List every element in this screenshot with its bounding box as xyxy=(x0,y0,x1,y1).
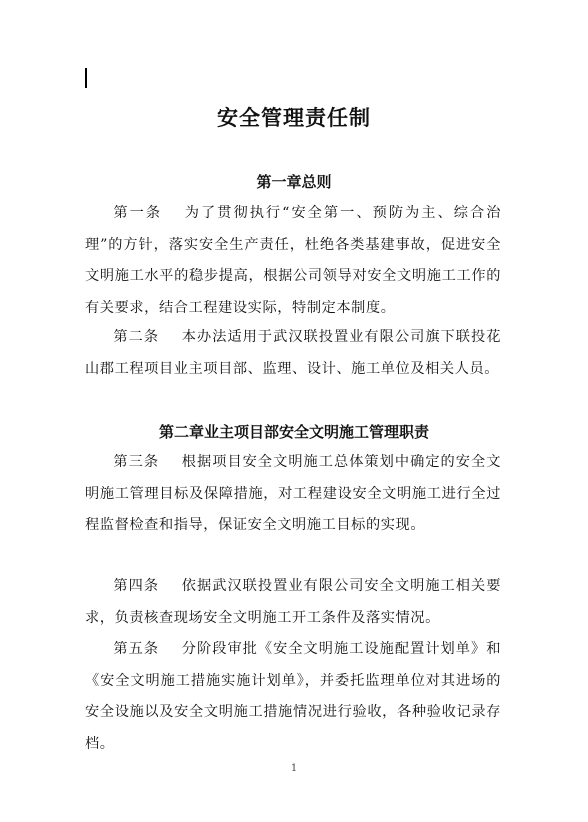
chapter-1-heading: 第一章总则 xyxy=(256,173,332,191)
article-1-label: 第一条 xyxy=(113,205,163,221)
article-4-label: 第四条 xyxy=(113,578,160,594)
article-5 xyxy=(85,634,501,760)
article-1 xyxy=(85,198,501,324)
article-3-text: 根据项目安全文明施工总体策划中确定的安全文明施工管理目标及保障措施，对工程建设安全文明施工进行全过程监督检查和指导，保证安全文明施工目标的实现。 xyxy=(85,454,501,533)
article-4-text: 依据武汉联投置业有限公司安全文明施工相关要求，负责核查现场安全文明施工开工条件及落实情况。 xyxy=(85,578,501,626)
article-2-label: 第二条 xyxy=(113,329,160,345)
chapter-2-heading: 第二章业主项目部安全文明施工管理职责 xyxy=(158,423,429,441)
article-2-text: 本办法适用于武汉联投置业有限公司旗下联投花山郡工程项目业主项目部、监理、设计、施工单位及相关人员。 xyxy=(85,329,501,377)
text-cursor xyxy=(85,68,87,88)
page-number: 1 xyxy=(290,763,298,774)
article-5-text: 分阶段审批《安全文明施工设施配置计划单》和《安全文明施工措施实施计划单》，并委托监理单位对其进场的安全设施以及安全文明施工措施情况进行验收，各种验收记录存档。 xyxy=(85,641,501,752)
article-5-label: 第五条 xyxy=(113,641,160,657)
article-3 xyxy=(85,447,501,542)
article-4 xyxy=(85,571,501,634)
document-title: 安全管理责任制 xyxy=(217,106,371,130)
article-2 xyxy=(85,322,501,385)
article-1-text: 为了贯彻执行“安全第一、预防为主、综合治理”的方针，落实安全生产责任，杜绝各类基建事故，促进安全文明施工水平的稳步提高，根据公司领导对安全文明施工工作的有关要求，结合工程建设实际，特制定本制度。 xyxy=(85,205,501,316)
article-3-label: 第三条 xyxy=(113,454,160,470)
